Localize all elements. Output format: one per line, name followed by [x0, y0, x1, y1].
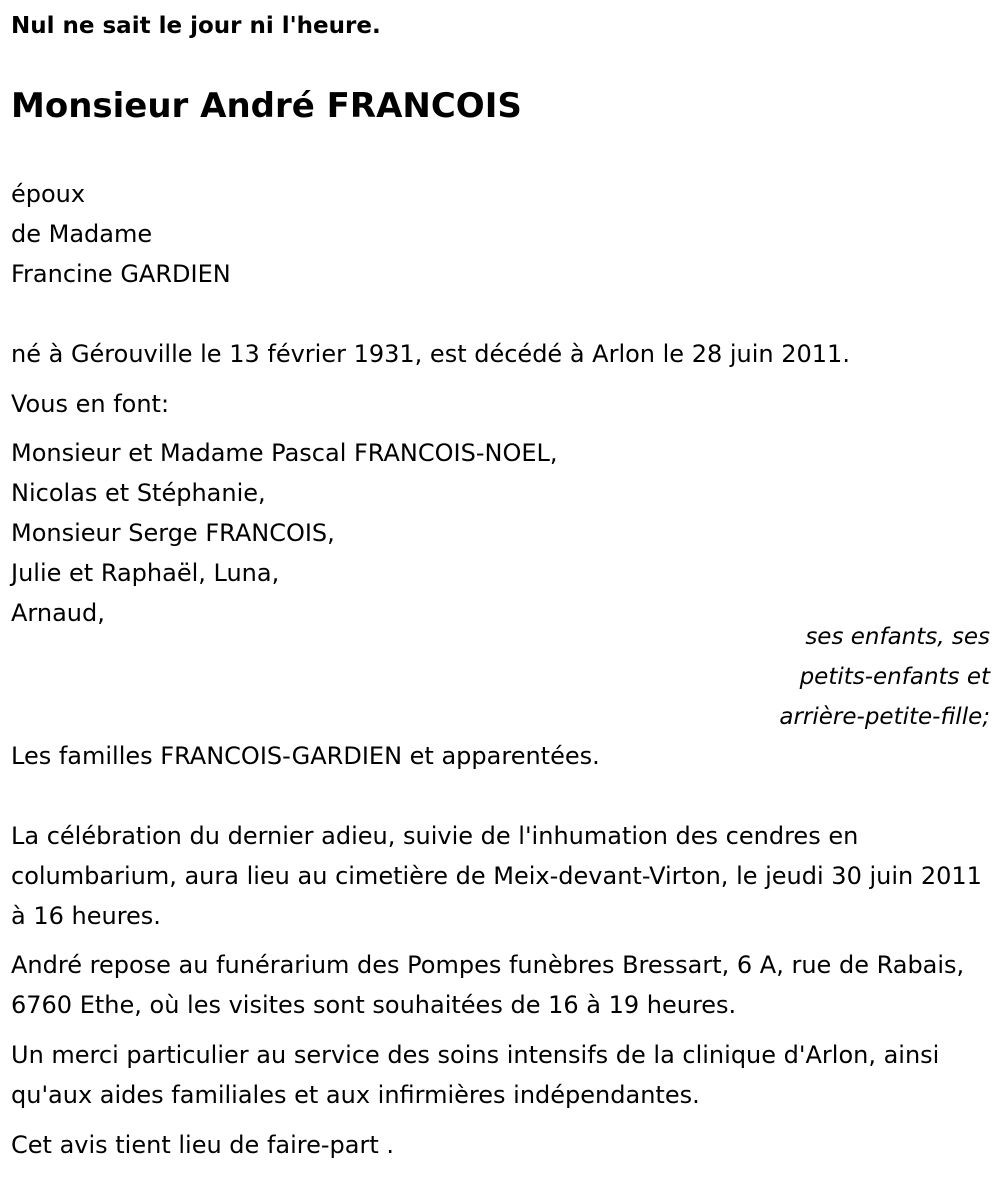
family-member: Julie et Raphaël, Luna,	[11, 559, 280, 587]
family-member: Nicolas et Stéphanie,	[11, 479, 266, 507]
birth-death-line: né à Gérouville le 13 février 1931, est décédé à Arlon le 28 juin 2011.	[11, 340, 850, 368]
spouse-info	[11, 174, 990, 294]
signature-line: petits-enfants et	[799, 664, 990, 690]
spouse-line: de Madame	[11, 220, 153, 248]
funeral-home-paragraph: André repose au funérarium des Pompes funèbres Bressart, 6 A, rue de Rabais, 6760 Ethe, où les visites sont souhaitées de 16 à 19 heures.	[11, 951, 965, 1019]
family-member: Monsieur Serge FRANCOIS,	[11, 519, 335, 547]
announcers-intro: Vous en font:	[11, 390, 170, 418]
family-list	[11, 433, 990, 633]
spouse-line: époux	[11, 180, 86, 208]
spouse-line: Francine GARDIEN	[11, 260, 231, 288]
signature-line: arrière-petite-fille;	[779, 704, 990, 730]
notice-paragraph: Cet avis tient lieu de faire-part .	[11, 1131, 395, 1159]
related-families: Les familles FRANCOIS-GARDIEN et apparentées.	[11, 742, 600, 770]
family-signature	[779, 617, 990, 737]
signature-line: ses enfants, ses	[805, 624, 990, 650]
epigraph: Nul ne sait le jour ni l'heure.	[11, 13, 381, 39]
ceremony-paragraph: La célébration du dernier adieu, suivie de l'inhumation des cendres en columbarium, aura lieu au cimetière de Meix-devant-Virton, le jeudi 30 juin 2011 à 16 heures.	[11, 822, 982, 930]
family-member: Monsieur et Madame Pascal FRANCOIS-NOEL,	[11, 439, 558, 467]
deceased-name: Monsieur André FRANCOIS	[11, 86, 522, 126]
family-member: Arnaud,	[11, 599, 105, 627]
thanks-paragraph: Un merci particulier au service des soins intensifs de la clinique d'Arlon, ainsi qu'aux aides familiales et aux infirmières indépendantes.	[11, 1041, 940, 1109]
